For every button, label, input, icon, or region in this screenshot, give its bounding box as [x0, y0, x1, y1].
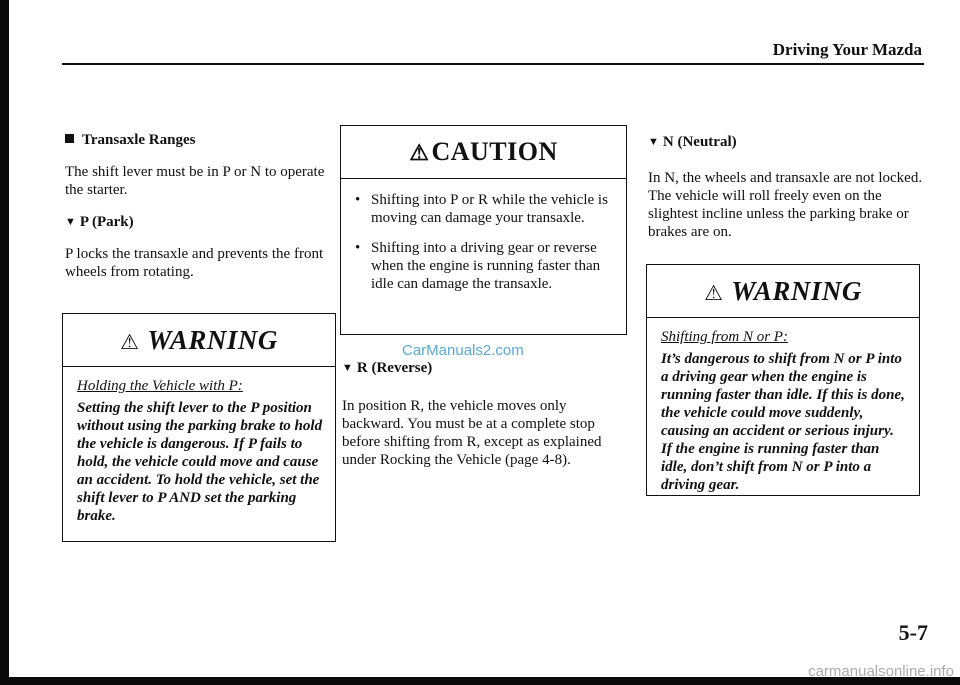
- warning-header: [63, 314, 335, 367]
- warning-subtitle: Holding the Vehicle with P:: [77, 378, 243, 394]
- running-header: Driving Your Mazda: [772, 40, 922, 59]
- neutral-paragraph: In N, the wheels and transaxle are not locked. The vehicle will roll freely even on the slightest incline unless the parking brake or brakes are on.: [648, 170, 923, 240]
- warning-body: [647, 318, 919, 504]
- reverse-heading: ▼ R (Reverse): [342, 360, 433, 376]
- page-number: 5-7: [898, 620, 928, 645]
- warning-box-park: [62, 313, 336, 542]
- triangle-bullet-icon: ▼: [65, 216, 76, 228]
- warning-body: [63, 367, 335, 535]
- left-column: [65, 131, 327, 281]
- header-rule: [62, 63, 924, 65]
- park-paragraph: P locks the transaxle and prevents the front wheels from rotating.: [65, 246, 324, 280]
- warning-subtitle: Shifting from N or P:: [661, 329, 788, 345]
- warning-text: Setting the shift lever to the P position without using the parking brake to hold the vehicle is dangerous. If P fails to hold, the vehicle could move and cause an accident. To hold the vehicle, set the shift lever to P AND set the parking brake.: [77, 400, 323, 524]
- watermark-carmanualsonline[interactable]: carmanualsonline.info: [808, 663, 954, 680]
- caution-body: [341, 179, 626, 303]
- warning-triangle-icon: ⚠: [120, 330, 140, 354]
- caution-triangle-icon: ⚠: [409, 140, 430, 165]
- section-heading: Transaxle Ranges: [65, 131, 327, 149]
- warning-title: WARNING: [147, 325, 278, 355]
- caution-header: [341, 126, 626, 179]
- middle-column: [342, 359, 612, 469]
- triangle-bullet-icon: ▼: [648, 136, 659, 148]
- intro-paragraph: The shift lever must be in P or N to operate the starter.: [65, 164, 325, 198]
- watermark-carmanuals2[interactable]: CarManuals2.com: [402, 342, 524, 359]
- warning-header: [647, 265, 919, 318]
- caution-box: [340, 125, 627, 335]
- warning-box-neutral: [646, 264, 920, 496]
- warning-title: WARNING: [731, 276, 862, 306]
- triangle-bullet-icon: ▼: [342, 362, 353, 374]
- park-heading: ▼ P (Park): [65, 214, 134, 230]
- scan-edge-left: [0, 0, 9, 685]
- warning-triangle-icon: ⚠: [704, 281, 724, 305]
- right-column: [648, 133, 923, 241]
- reverse-paragraph: In position R, the vehicle moves only backward. You must be at a complete stop before shifting from R, except as explained under Rocking the Vehicle (page 4-8).: [342, 398, 602, 468]
- caution-bullet: • Shifting into a driving gear or reverse when the engine is running faster than idle can damage the transaxle.: [355, 240, 601, 292]
- warning-text: It’s dangerous to shift from N or P into a driving gear when the engine is running faster than idle. If this is done, the vehicle could move suddenly, causing an accident or serious injury. If the engine is running faster than idle, don’t shift from N or P into a driving gear.: [661, 351, 905, 493]
- caution-title: CAUTION: [431, 137, 558, 166]
- square-bullet-icon: [65, 134, 74, 143]
- neutral-heading: ▼ N (Neutral): [648, 134, 737, 150]
- caution-bullet: • Shifting into P or R while the vehicle is moving can damage your transaxle.: [355, 192, 608, 226]
